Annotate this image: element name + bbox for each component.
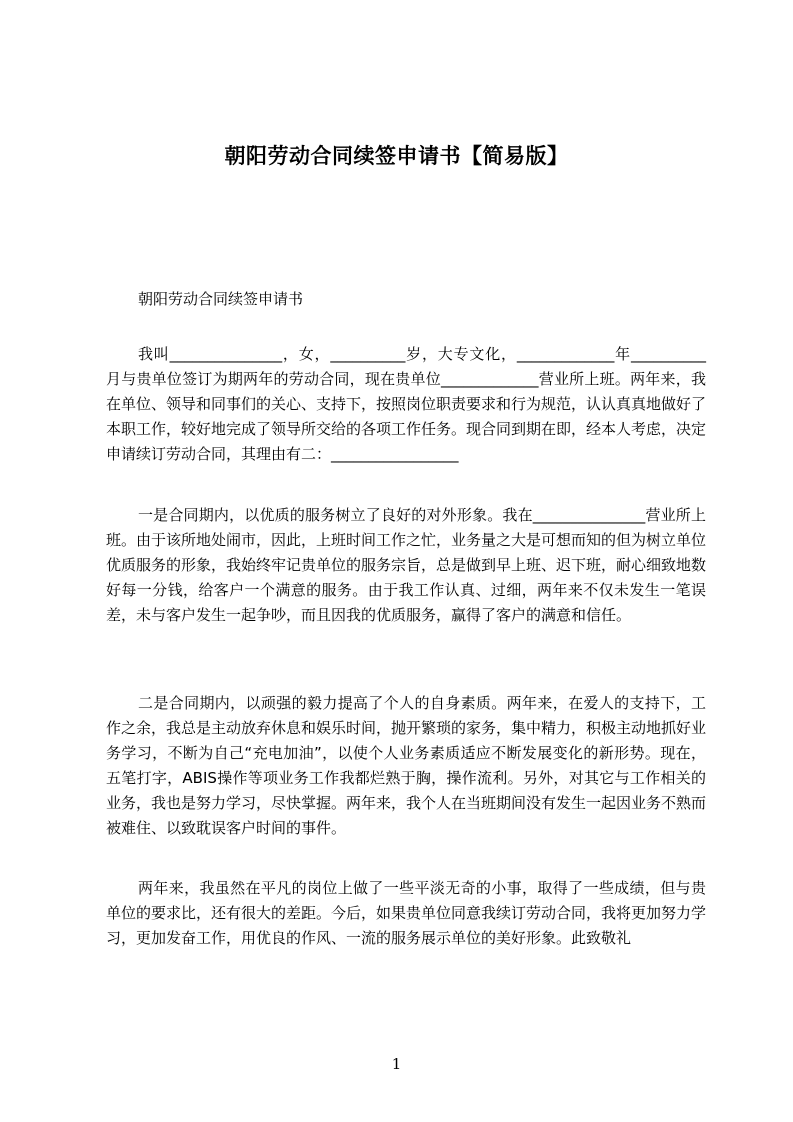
paragraph-closing: 两年来，我虽然在平凡的岗位上做了一些平淡无奇的小事，取得了一些成绩，但与贵单位的要求比，还有很大的差距。今后，如果贵单位同意我续订劳动合同，我将更加努力学习，更加发奋工作，用优良的作风、一流的服务展示单位的美好形象。此致敬礼	[106, 879, 707, 947]
paragraph-reason-one: 一是合同期内，以优质的服务树立了良好的对外形象。我在_______________营业所上班。由于该所地处闹市，因此，上班时间工作之忙，业务量之大是可想而知的但为树立单位优质服务的形象，我始终牢记贵单位的服务宗旨，总是做到早上班、迟下班，耐心细致地数好每一分钱，给客户一个满意的服务。由于我工作认真、过细，两年来不仅未发生一笔误差，未与客户发生一起争吵，而且因我的优质服务，赢得了客户的满意和信任。	[106, 506, 707, 624]
paragraph-reason-two: 二是合同期内，以顽强的毅力提高了个人的自身素质。两年来，在爱人的支持下，工作之余，我总是主动放弃休息和娱乐时间，抛开繁琐的家务，集中精力，积极主动地抓好业务学习，不断为自己“充电加油”，以使个人业务素质适应不断发展变化的新形势。现在，五笔打字，ABIS操作等项业务工作我都烂熟于胸，操作流利。另外，对其它与工作相关的业务，我也是努力学习，尽快掌握。两年来，我个人在当班期间没有发生一起因业务不熟而被难住、以致耽误客户时间的事件。	[106, 694, 707, 837]
paragraph-intro: 我叫_______________，女，__________岁，大专文化，_____________年__________月与贵单位签订为期两年的劳动合同，现在贵单位_____________营业所上班。两年来，我在单位、领导和同事们的关心、支持下，按照岗位职责要求和行为规范，认认真真地做好了本职工作，较好地完成了领导所交给的各项工作任务。现合同到期在即，经本人考虑，决定申请续订劳动合同，其理由有二：_________________	[106, 345, 707, 463]
page-number: 1	[391, 1055, 402, 1073]
document-title: 朝阳劳动合同续签申请书【简易版】	[224, 144, 569, 168]
document-subtitle: 朝阳劳动合同续签申请书	[138, 290, 304, 308]
